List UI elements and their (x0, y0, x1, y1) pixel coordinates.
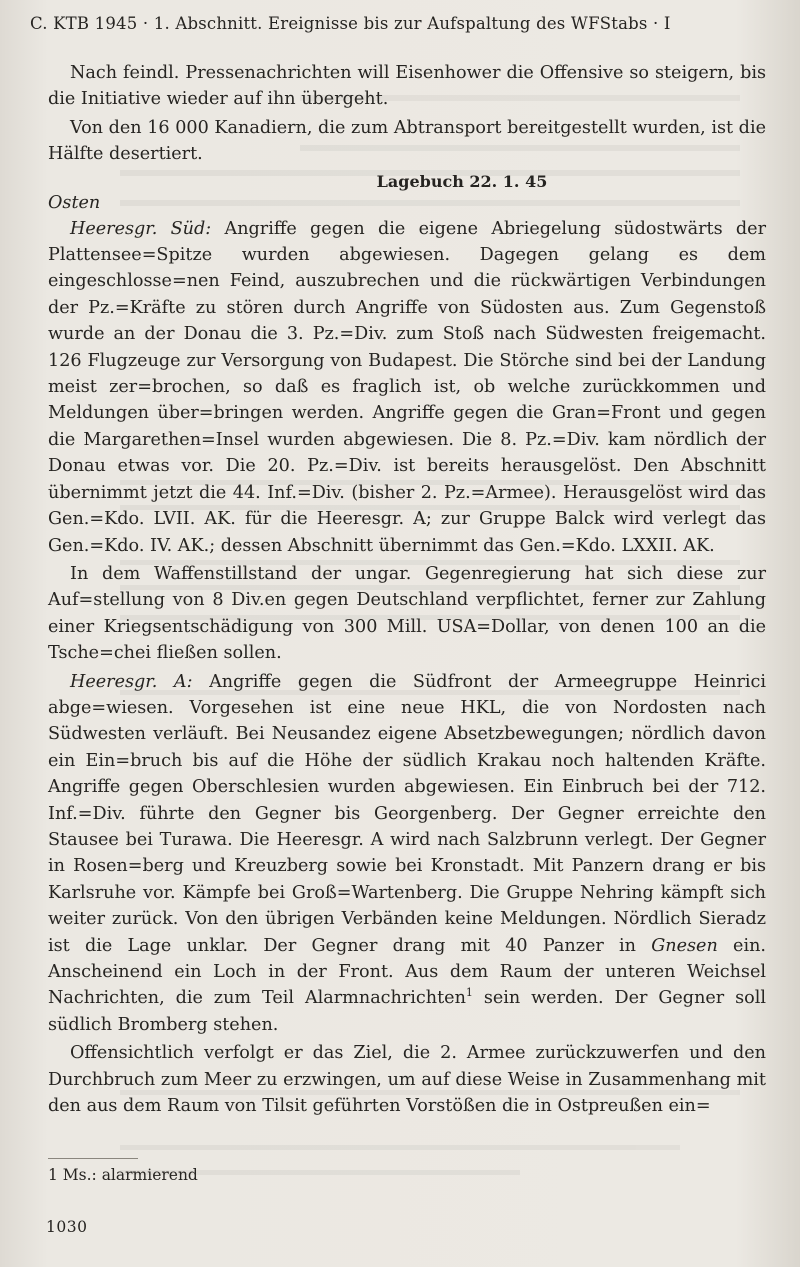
paragraph-heeresgr-a (48, 669, 766, 1039)
footnote: 1 Ms.: alarmierend (48, 1166, 198, 1184)
running-header: C. KTB 1945 · 1. Abschnitt. Ereignisse bis zur Aufspaltung des WFStabs · I (30, 14, 671, 33)
heeresgr-a-text-2: ein. Anscheinend ein Loch in der Front. Aus dem Raum der unteren Weichsel Nachrichten, die zum Teil Alarmnachrichten (48, 935, 766, 1009)
heeresgr-a-text-3: sein werden. Der Gegner soll südlich Bromberg stehen. (48, 988, 767, 1035)
entry-title: Lagebuch 22. 1. 45 (376, 171, 548, 191)
footnote-divider (48, 1158, 138, 1159)
intro-paragraph-2: Von den 16 000 Kanadiern, die zum Abtransport bereitgestellt wurden, ist die Hälfte desertiert. (48, 117, 766, 165)
heeresgr-sued-text: Angriffe gegen die eigene Abriegelung südostwärts der Plattensee=Spitze wurden abgewiesen. Dagegen gelang es dem eingeschlosse=nen Feind, auszubrechen und die rückwärtigen Verbindungen der Pz.=Kräfte zu stören durch Angriffe von Südosten aus. Zum Gegenstoß wurde an der Donau die 3. Pz.=Div. zum Stoß nach Südwesten freigemacht. 126 Flugzeuge zur Versorgung von Budapest. Die Störche sind bei der Landung meist zer=brochen, so daß es fraglich ist, ob welche zurückkommen und Meldungen über=bringen werden. Angriffe gegen die Gran=Front und gegen die Margarethen=Insel wurden abgewiesen. Die 8. Pz.=Div. kam nördlich der Donau etwas vor. Die 20. Pz.=Div. ist bereits herausgelöst. Den Abschnitt übernimmt jetzt die 44. Inf.=Div. (bisher 2. Pz.=Armee). Herausgelöst wird das Gen.=Kdo. LVII. AK. für die Heeresgr. A; zur Gruppe Balck wird verlegt das Gen.=Kdo. IV. AK.; dessen Abschnitt übernimmt das Gen.=Kdo. LXXII. AK. (48, 218, 766, 556)
main-text (48, 60, 766, 1119)
paragraph-ziel: Offensichtlich verfolgt er das Ziel, die 2. Armee zurückzuwerfen und den Durchbruch zum Meer zu erzwingen, um auf diese Weise in Zusammenhang mit den aus dem Raum von Tilsit geführten Vorstößen die in Ostpreußen ein= (48, 1043, 766, 1117)
place-name: Gnesen (651, 935, 718, 956)
heeresgr-a-label: Heeresgr. A: (70, 671, 193, 692)
heeresgr-sued-label: Heeresgr. Süd: (70, 218, 212, 239)
heeresgr-a-text-1: Angriffe gegen die Südfront der Armeegruppe Heinrici abge=wiesen. Vorgesehen ist eine neue HKL, die von Nordosten nach Südwesten verläuft. Bei Neusandez eigene Absetzbewegungen; nördlich davon ein Ein=bruch bis auf die Höhe der südlich Krakau noch haltenden Kräfte. Angriffe gegen Oberschlesien wurden abgewiesen. Ein Einbruch bei der 712. Inf.=Div. führte den Gegner bis Georgenberg. Der Gegner erreichte den Stausee bei Turawa. Die Heeresgr. A wird nach Salzbrunn verlegt. Der Gegner in Rosen=berg und Kreuzberg sowie bei Kronstadt. Mit Panzern drang er bis Karlsruhe vor. Kämpfe bei Groß=Wartenberg. Die Gruppe Nehring kämpft sich weiter zurück. Von den übrigen Verbänden keine Meldungen. Nördlich Sieradz ist die Lage unklar. Der Gegner drang mit 40 Panzer in (48, 671, 766, 956)
page-number: 1030 (46, 1218, 88, 1236)
section-heading: Osten (48, 192, 101, 213)
footnote-reference[interactable]: 1 (465, 986, 473, 1000)
paragraph-waffenstillstand: In dem Waffenstillstand der ungar. Gegenregierung hat sich diese zur Auf=stellung von 8 Div.en gegen Deutschland verpflichtet, ferner zur Zahlung einer Kriegsentschädigung von 300 Mill. USA=Dollar, von denen 100 an die Tsche=chei fließen sollen. (48, 563, 766, 664)
intro-paragraph-1: Nach feindl. Pressenachrichten will Eisenhower die Offensive so steigern, bis die Initiative wieder auf ihn übergeht. (48, 63, 766, 110)
paragraph-heeresgr-sued (48, 216, 766, 559)
